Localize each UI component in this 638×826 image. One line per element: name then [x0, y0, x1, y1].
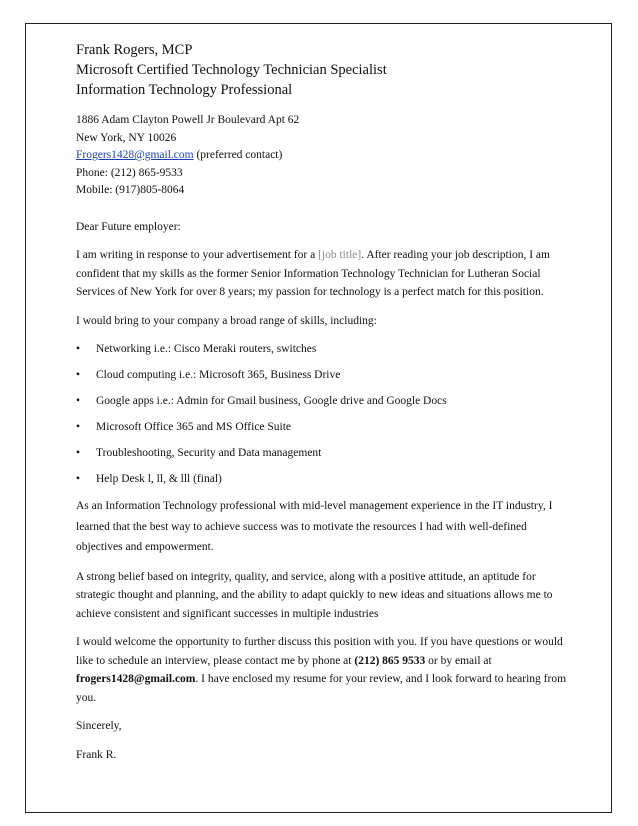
- experience-paragraph: As an Information Technology professional with mid-level management experience in the IT industry, I learned that the best way to achieve success was to motivate the resources I had with well-defined objectives and empowerment.: [76, 500, 553, 553]
- sender-name: Frank Rogers, MCP: [76, 42, 193, 58]
- bullet-icon: •: [76, 473, 81, 485]
- mobile-line: Mobile: (917)805-8064: [76, 184, 185, 196]
- closing-email: frogers1428@gmail.com: [76, 673, 196, 685]
- bullet-icon: •: [76, 369, 81, 381]
- sender-title: Microsoft Certified Technology Technician Specialist: [76, 62, 387, 78]
- list-item: [76, 340, 576, 358]
- list-item-text: Cloud computing i.e.: Microsoft 365, Business Drive: [96, 369, 341, 381]
- list-item-text: Help Desk l, ll, & lll (final): [96, 473, 222, 485]
- intro-paragraph: [76, 246, 576, 302]
- salutation: Dear Future employer:: [76, 220, 181, 233]
- list-item: [76, 392, 576, 410]
- list-item: [76, 418, 576, 436]
- intro-start: I am writing in response to your advertisement for a: [76, 249, 319, 261]
- contact-block: [76, 112, 576, 200]
- list-item: [76, 366, 576, 384]
- address-line-2: New York, NY 10026: [76, 131, 177, 144]
- list-item-text: Google apps i.e.: Admin for Gmail business, Google drive and Google Docs: [96, 395, 447, 407]
- address-line-1: 1886 Adam Clayton Powell Jr Boulevard Apt 62: [76, 114, 300, 126]
- skills-list: [76, 340, 576, 488]
- intro-end: . After reading your job description, I am confident that my skills as the former Senior Information Technology Technician for Lutheran Social Services of New York for over 8 years; my passion for technology is a perfect match for this position.: [76, 249, 550, 298]
- job-title-placeholder: [job title]: [318, 249, 362, 261]
- list-item-text: Networking i.e.: Cisco Meraki routers, switches: [96, 343, 317, 355]
- email-link[interactable]: Frogers1428@gmail.com: [76, 149, 194, 161]
- letterhead: [76, 40, 576, 100]
- closing-text-1: I would welcome the opportunity to further discuss this position with you. If you have questions or would like to schedule an interview, please contact me by phone at: [76, 636, 563, 667]
- email-line: [76, 147, 576, 165]
- closing-text-3: . I have enclosed my resume for your review, and I look forward to hearing from you.: [76, 673, 567, 704]
- closing-phone: (212) 865 9533: [354, 654, 426, 667]
- belief-paragraph: A strong belief based on integrity, quality, and service, along with a positive attitude, an aptitude for strategic thought and planning, and the ability to adapt quickly to new ideas and situations allows me to achieve consistent and significant successes in multiple industries: [76, 570, 553, 620]
- list-item: [76, 470, 576, 488]
- bullet-icon: •: [76, 343, 81, 355]
- closing-text-2: or by email at: [425, 654, 492, 667]
- signoff: Sincerely,: [76, 720, 122, 732]
- list-item-text: Microsoft Office 365 and MS Office Suite: [96, 421, 292, 433]
- list-item: [76, 444, 576, 462]
- bullet-icon: •: [76, 421, 81, 433]
- letter-content: [76, 40, 576, 764]
- phone-line: Phone: (212) 865-9533: [76, 166, 183, 179]
- closing-paragraph: [76, 633, 576, 707]
- bullet-icon: •: [76, 447, 81, 459]
- email-note: (preferred contact): [193, 149, 283, 161]
- skills-intro: I would bring to your company a broad range of skills, including:: [76, 314, 377, 327]
- signature: Frank R.: [76, 748, 117, 761]
- bullet-icon: •: [76, 395, 81, 407]
- sender-subtitle: Information Technology Professional: [76, 82, 293, 98]
- list-item-text: Troubleshooting, Security and Data management: [96, 447, 322, 459]
